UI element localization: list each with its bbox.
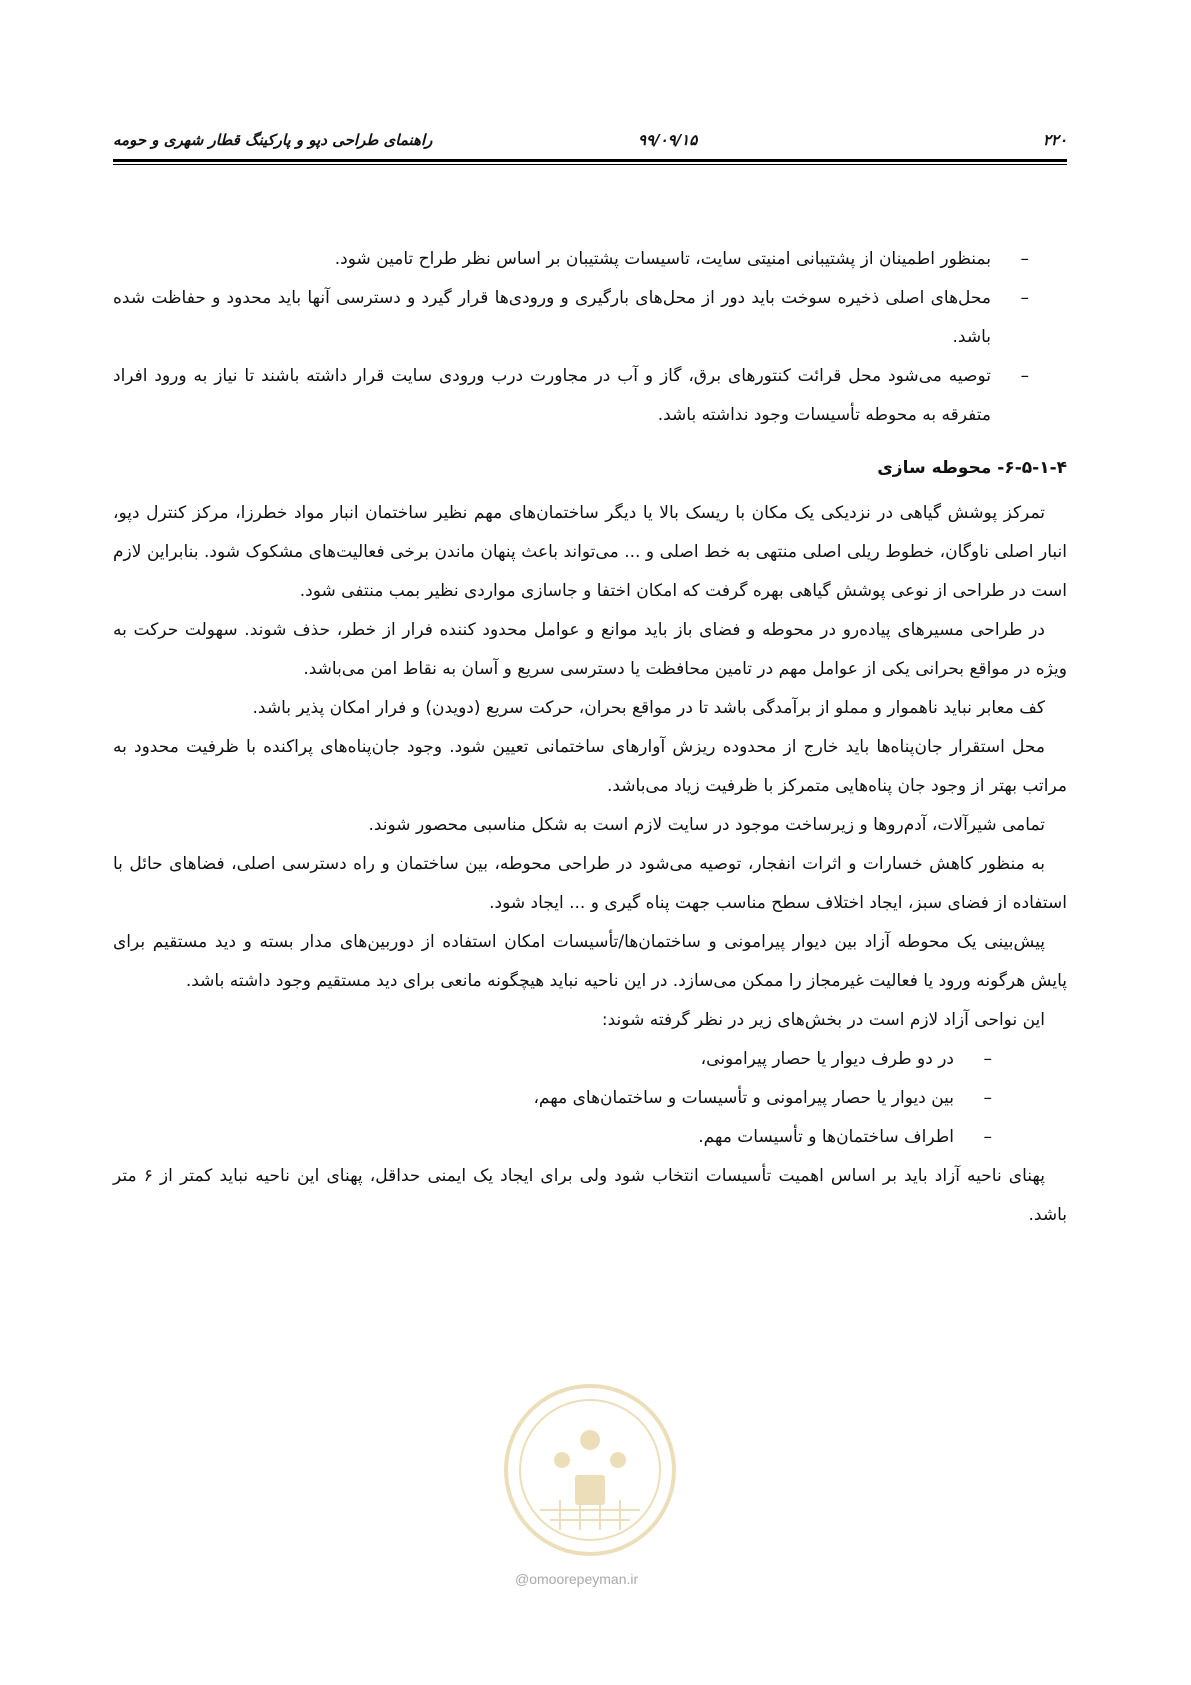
bullet-item: – بمنظور اطمینان از پشتیبانی امنیتی سایت، تاسیسات پشتیبان بر اساس نظر طراح تامین شود. (113, 240, 1029, 279)
paragraph: به منظور کاهش خسارات و اثرات انفجار، توصیه می‌شود در طراحی محوطه، بین ساختمان و راه دسترسی اصلی، فضاهای حائل با استفاده از فضای سبز، ایجاد اختلاف سطح مناسب جهت پناه گیری و ... ایجاد شود. (113, 854, 1067, 913)
page-header (113, 131, 1067, 153)
paragraph: پیش‌بینی یک محوطه آزاد بین دیوار پیرامونی و ساختمان‌ها/تأسیسات امکان استفاده از دوربین‌های مدار بسته و دید مستقیم برای پایش هرگونه ورود یا فعالیت غیرمجاز را ممکن می‌سازد. در این ناحیه نباید هیچگونه مانعی برای دید مستقیم وجود داشته باشد. (113, 932, 1067, 991)
header-rule-thin (113, 164, 1067, 165)
paragraph: تمامی شیرآلات، آدم‌روها و زیرساخت موجود در سایت لازم است به شکل مناسبی محصور شوند. (368, 815, 1045, 835)
bullet-item: – بین دیوار یا حصار پیرامونی و تأسیسات و ساختمان‌های مهم، (113, 1079, 992, 1118)
bullet-item: – در دو طرف دیوار یا حصار پیرامونی، (113, 1040, 992, 1079)
paragraph: محل استقرار جان‌پناه‌ها باید خارج از محدوده ریزش آوارهای ساختمانی تعیین شود. وجود جان‌پناه‌های پراکنده با ظرفیت محدود به مراتب بهتر از وجود جان پناه‌هایی متمرکز با ظرفیت زیاد می‌باشد. (113, 737, 1067, 796)
paragraph: تمرکز پوشش گیاهی در نزدیکی یک مکان با ریسک بالا یا دیگر ساختمان‌های مهم نظیر ساختمان انبار مواد خطرزا، مرکز کنترل دپو، انبار اصلی ناوگان، خطوط ریلی اصلی منتهی به خط اصلی و ... می‌تواند باعث پنهان ماندن برخی فعالیت‌های مشکوک شود. بنابراین لازم است در طراحی از نوعی پوشش گیاهی بهره گرفت که امکان اختفا و جاسازی مواردی نظیر بمب منتفی شود. (113, 503, 1067, 601)
bullet-item: – محل‌های اصلی ذخیره سوخت باید دور از محل‌های بارگیری و ورودی‌ها قرار گیرد و دسترسی آنها باید محدود و حفاظت شده باشد. (113, 279, 1029, 357)
bullet-item: – اطراف ساختمان‌ها و تأسیسات مهم. (113, 1118, 992, 1157)
list-intro: این نواحی آزاد لازم است در بخش‌های زیر در نظر گرفته شوند: (601, 1010, 1045, 1030)
paragraph: پهنای ناحیه آزاد باید بر اساس اهمیت تأسیسات انتخاب شود ولی برای ایجاد یک ایمنی حداقل، پهنای این ناحیه نباید کمتر از ۶ متر باشد. (113, 1166, 1067, 1225)
bullet-item: – توصیه می‌شود محل قرائت کنتورهای برق، گاز و آب در مجاورت درب ورودی سایت قرار داشته باشند تا نیاز به ورود افراد متفرقه به محوطه تأسیسات وجود نداشته باشد. (113, 357, 1029, 435)
watermark-logo (500, 1380, 680, 1560)
main-content (113, 240, 1067, 1235)
paragraph: کف معابر نباید ناهموار و مملو از برآمدگی باشد تا در مواقع بحران، حرکت سریع (دویدن) و فرار امکان پذیر باشد. (252, 698, 1045, 718)
header-rule-thick (113, 159, 1067, 162)
document-title: راهنمای طراحی دپو و پارکینگ قطار شهری و حومه (113, 131, 433, 149)
page-number: ۲۲۰ (1042, 131, 1067, 149)
header-date: ۹۹/۰۹/۱۵ (638, 131, 698, 149)
section-heading: ۶-۵-۱-۴- محوطه سازی (877, 458, 1067, 478)
paragraph: در طراحی مسیرهای پیاده‌رو در محوطه و فضای باز باید موانع و عوامل محدود کننده فرار از خطر، حذف شوند. سهولت حرکت به ویژه در مواقع بحرانی یکی از عوامل مهم در تامین محافظت یا دسترسی سریع و آسان به نقاط امن می‌باشد. (113, 620, 1067, 679)
watermark-site: @omoorepeyman.ir (515, 1571, 639, 1587)
